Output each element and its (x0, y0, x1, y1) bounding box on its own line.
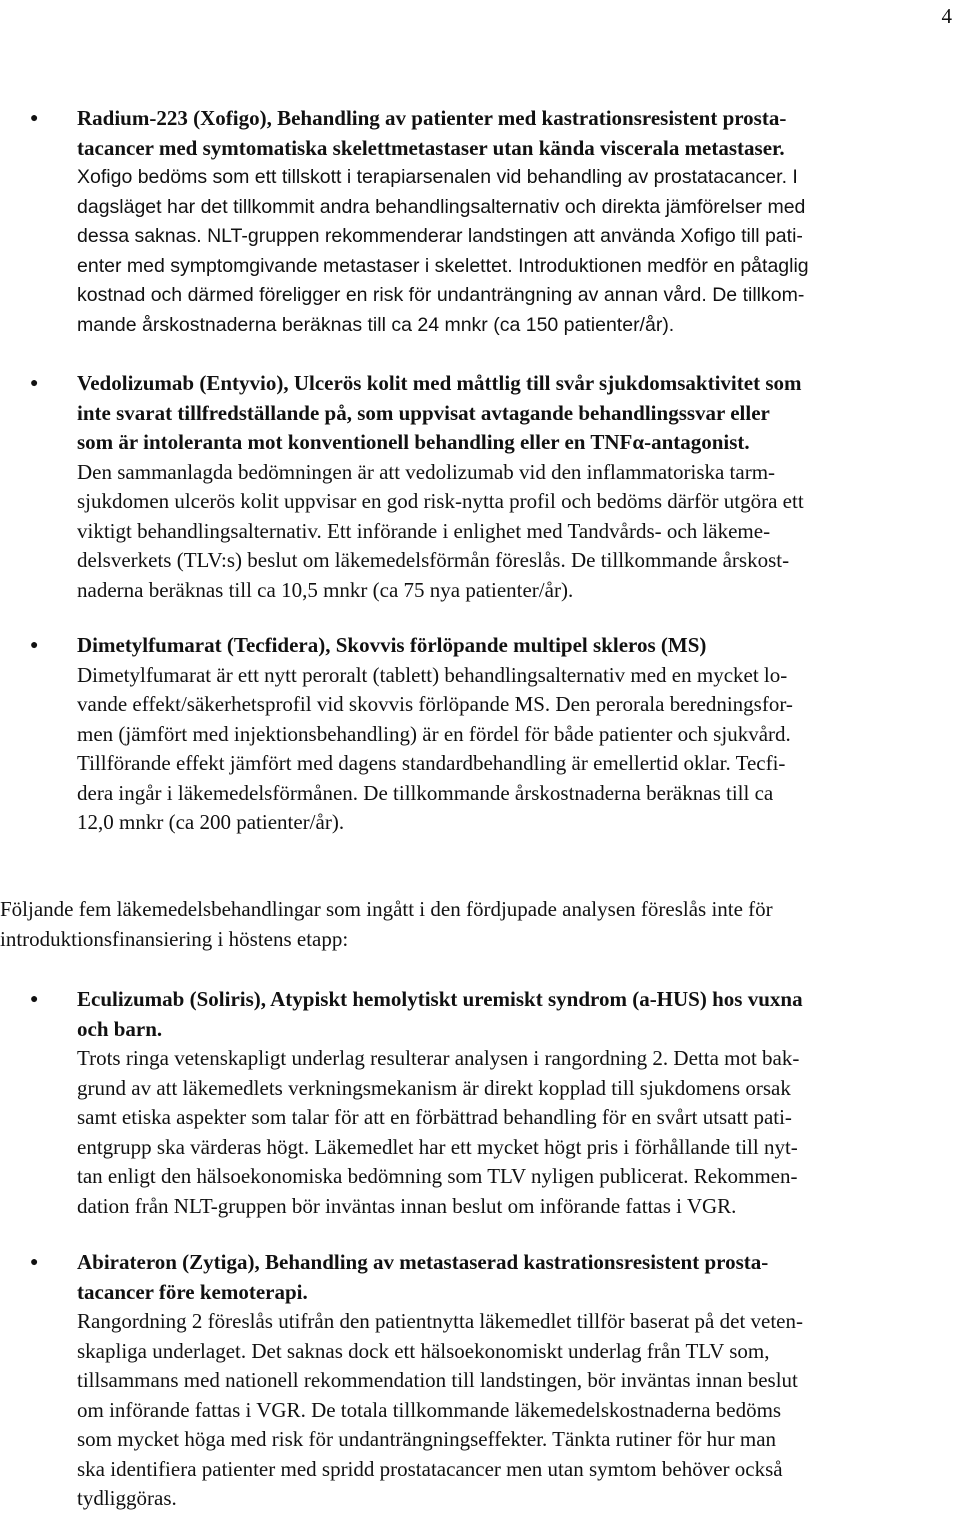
item-body-line: delsverkets (TLV:s) beslut om läkemedelsförmån föreslås. De tillkommande årskost- (77, 548, 790, 572)
item-body-line: Dimetylfumarat är ett nytt peroralt (tablett) behandlingsalternativ med en mycket lo- (77, 662, 788, 687)
item-body-line: dagsläget har det tillkommit andra behandlingsalternativ och direkta jämförelser med (77, 195, 806, 218)
bullet-icon: ● (30, 1255, 39, 1270)
list-item-text (77, 104, 957, 340)
item-body-line: tydliggöras. (77, 1486, 177, 1510)
intro-line: introduktionsfinansiering i höstens etapp: (0, 926, 349, 951)
item-heading-line: Radium-223 (Xofigo), Behandling av patienter med kastrationsresistent prosta- (77, 106, 787, 130)
list-item-text (77, 631, 957, 838)
list-item-text (77, 1248, 957, 1514)
list-item-text (77, 369, 957, 605)
item-body-line: kostnad och därmed föreligger en risk för undanträngning av annan vård. De tillkom- (77, 284, 805, 306)
intro-paragraph (0, 895, 958, 954)
item-body-line: tan enligt den hälsoekonomiska bedömning som TLV nyligen publicerat. Rekommen- (77, 1164, 798, 1188)
item-body-line: samt etiska aspekter som talar för att en förbättrad behandling för en svårt utsatt pati- (77, 1105, 792, 1129)
list-item-text (77, 985, 957, 1221)
item-body-line: Rangordning 2 föreslås utifrån den patientnytta läkemedlet tillför baserat på det veten- (77, 1309, 803, 1333)
item-heading-line: och barn. (77, 1016, 163, 1041)
item-body-line: skapliga underlaget. Det saknas dock ett hälsoekonomiskt underlag från TLV som, (77, 1338, 770, 1363)
item-body-line: enter med symptomgivande metastaser i skelettet. Introduktionen medför en påtaglig (77, 254, 809, 277)
item-heading-line: Dimetylfumarat (Tecfidera), Skovvis förlöpande multipel skleros (MS) (77, 633, 707, 657)
intro-line: Följande fem läkemedelsbehandlingar som ingått i den fördjupade analysen föreslås inte för (0, 897, 773, 921)
item-body-line: om införande fattas i VGR. De totala tillkommande läkemedelskostnaderna bedöms (77, 1397, 782, 1422)
item-heading-line: Eculizumab (Soliris), Atypiskt hemolytiskt uremiskt syndrom (a-HUS) hos vuxna (77, 987, 803, 1011)
item-body-line: ska identifiera patienter med spridd prostatacancer men utan symtom behöver också (77, 1456, 783, 1481)
bullet-icon: ● (30, 111, 39, 126)
item-heading-line: Abirateron (Zytiga), Behandling av metastaserad kastrationsresistent prosta- (77, 1250, 769, 1274)
item-body-line: dessa saknas. NLT-gruppen rekommenderar landstingen att använda Xofigo till pati- (77, 225, 803, 247)
bullet-icon: ● (30, 992, 39, 1007)
item-body-line: 12,0 mnkr (ca 200 patienter/år). (77, 810, 345, 834)
item-body-line: entgrupp ska värderas högt. Läkemedlet har ett mycket högt pris i förhållande till nyt- (77, 1134, 798, 1159)
item-body-line: men (jämfört med injektionsbehandling) är en fördel för både patienter och sjukvård. (77, 721, 791, 746)
item-body-line: viktigt behandlingsalternativ. Ett införande i enlighet med Tandvårds- och läkeme- (77, 518, 771, 543)
page-number: 4 (941, 4, 952, 28)
item-heading-line: som är intoleranta mot konventionell behandling eller en TNFα-antagonist. (77, 430, 750, 454)
item-body-line: sjukdomen ulcerös kolit uppvisar en god risk-nytta profil och bedöms därför utgöra ett (77, 489, 804, 513)
bullet-icon: ● (30, 376, 39, 391)
item-body-line: dera ingår i läkemedelsförmånen. De tillkommande årskostnaderna beräknas till ca (77, 780, 774, 805)
item-heading-line: tacancer med symtomatiska skelettmetastaser utan kända viscerala metastaser. (77, 135, 785, 160)
item-heading-line: inte svarat tillfredställande på, som uppvisat avtagande behandlingssvar eller (77, 400, 770, 425)
item-body-line: tillsammans med nationell rekommendation till landstingen, bör inväntas innan beslut (77, 1368, 798, 1392)
bullet-icon: ● (30, 638, 39, 653)
item-body-line: naderna beräknas till ca 10,5 mnkr (ca 75 nya patienter/år). (77, 577, 574, 602)
item-body-line: dation från NLT-gruppen bör inväntas innan beslut om införande fattas i VGR. (77, 1193, 737, 1218)
item-body-line: Den sammanlagda bedömningen är att vedolizumab vid den inflammatoriska tarm- (77, 459, 776, 484)
item-heading-line: Vedolizumab (Entyvio), Ulcerös kolit med måttlig till svår sjukdomsaktivitet som (77, 371, 802, 395)
item-body-line: grund av att läkemedlets verkningsmekanism är direkt kopplad till sjukdomens orsak (77, 1075, 791, 1100)
item-body-line: mande årskostnaderna beräknas till ca 24 mnkr (ca 150 patienter/år). (77, 313, 675, 336)
item-body-line: Xofigo bedöms som ett tillskott i terapiarsenalen vid behandling av prostatacancer. I (77, 166, 798, 188)
item-body-line: som mycket höga med risk för undanträngningseffekter. Tänkta rutiner för hur man (77, 1427, 777, 1451)
item-heading-line: tacancer före kemoterapi. (77, 1279, 308, 1304)
item-body-line: vande effekt/säkerhetsprofil vid skovvis förlöpande MS. Den perorala beredningsfor- (77, 692, 793, 716)
item-body-line: Tillförande effekt jämfört med dagens standardbehandling är emellertid oklar. Tecfi- (77, 751, 786, 775)
item-body-line: Trots ringa vetenskapligt underlag resulterar analysen i rangordning 2. Detta mot bak- (77, 1046, 800, 1070)
